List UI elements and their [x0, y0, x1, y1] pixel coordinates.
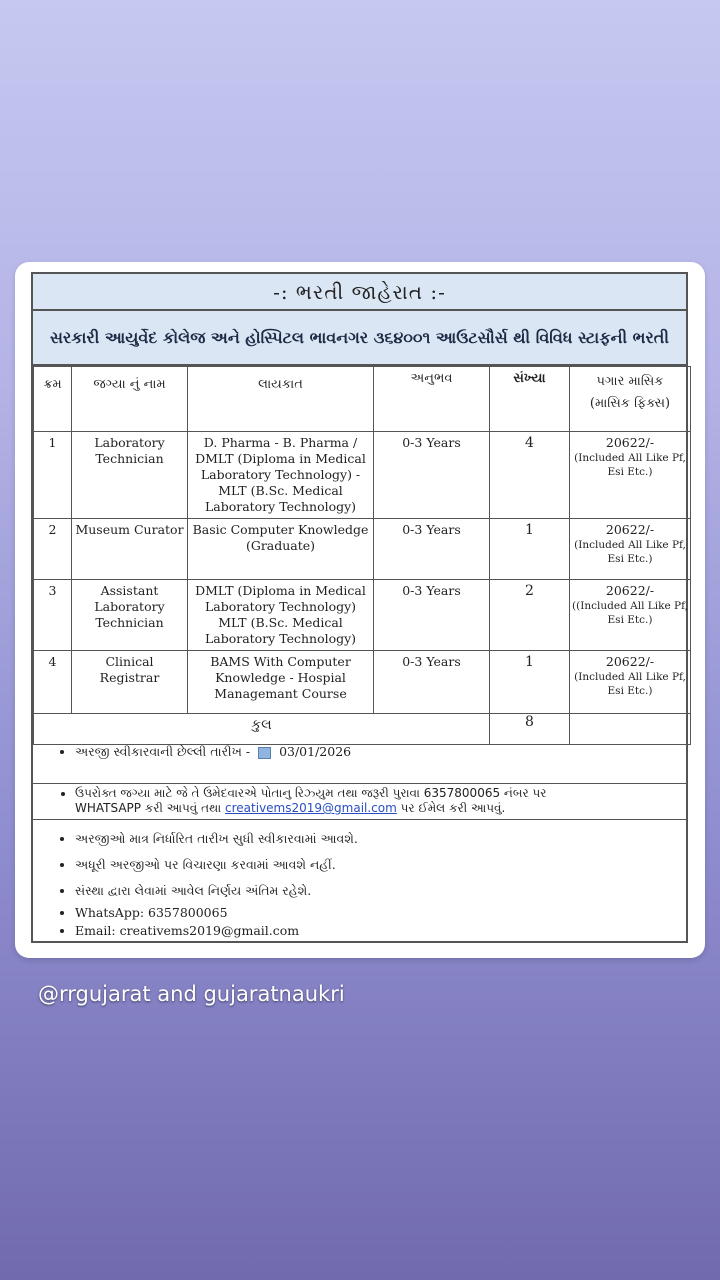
deadline-label: અરજી સ્વીકારવાની છેલ્લી તારીખ - [75, 744, 251, 759]
header-sr: ક્રમ [34, 367, 72, 432]
deadline-date: 03/01/2026 [279, 744, 352, 759]
cell-qualification: DMLT (Diploma in Medical Laboratory Technology) MLT (B.Sc. Medical Laboratory Technology) [188, 580, 374, 651]
header-salary [570, 367, 691, 432]
cell-qualification: D. Pharma - B. Pharma / DMLT (Diploma in Medical Laboratory Technology) - MLT (B.Sc. Medical Laboratory Technology) [188, 432, 374, 519]
cell-salary [570, 519, 691, 580]
header-count: સંખ્યા [490, 367, 570, 432]
notice-card [15, 262, 705, 958]
apply-line2-a: WHATSAPP કરી આપવું તથા [75, 801, 222, 815]
cell-experience: 0-3 Years [374, 432, 490, 519]
notice-title: -: ભરતી જાહેરાત :- [33, 274, 686, 311]
calendar-icon [258, 747, 271, 759]
table-row [34, 580, 691, 651]
note-item: • WhatsApp: 6357800065 [75, 904, 676, 922]
deadline-item [75, 744, 676, 760]
note-item: • સંસ્થા દ્વારા લેવામાં આવેલ નિર્ણય અંતિમ રહેશે. [75, 878, 676, 904]
table-row [34, 432, 691, 519]
footer-tag: @rrgujarat and gujaratnaukri [38, 982, 345, 1006]
cell-experience: 0-3 Years [374, 580, 490, 651]
salary-amount: 20622/- [605, 654, 655, 669]
cell-post: Assistant Laboratory Technician [72, 580, 188, 651]
cell-post: Laboratory Technician [72, 432, 188, 519]
cell-qualification: BAMS With Computer Knowledge - Hospial Managemant Course [188, 651, 374, 714]
cell-salary [570, 432, 691, 519]
apply-line2-b: પર ઈમેલ કરી આપવું. [400, 801, 506, 815]
header-qualification: લાયકાત [188, 367, 374, 432]
cell-experience: 0-3 Years [374, 651, 490, 714]
header-salary-line2: (માસિક ફિક્સ) [589, 396, 671, 411]
salary-note: ((Included All Like Pf, Esi Etc.) [572, 600, 688, 626]
apply-email-link[interactable]: creativems2019@gmail.com [225, 801, 397, 815]
cell-sr: 4 [34, 651, 72, 714]
recruitment-document [31, 272, 688, 943]
salary-amount: 20622/- [605, 522, 655, 537]
cell-salary [570, 580, 691, 651]
cell-sr: 1 [34, 432, 72, 519]
table-header-row [34, 367, 691, 432]
cell-sr: 2 [34, 519, 72, 580]
cell-qualification: Basic Computer Knowledge (Graduate) [188, 519, 374, 580]
salary-note: (Included All Like Pf, Esi Etc.) [574, 452, 686, 478]
deadline-section [33, 740, 686, 784]
notes-section [33, 820, 686, 943]
salary-amount: 20622/- [605, 583, 655, 598]
cell-post: Clinical Registrar [72, 651, 188, 714]
apply-item [75, 786, 676, 816]
total-label: કુલ [34, 714, 490, 745]
salary-note: (Included All Like Pf, Esi Etc.) [574, 539, 686, 565]
note-item: • અરજીઓ માત્ર નિર્ધારિત તારીખ સુધી સ્વીકારવામાં આવશે. [75, 826, 676, 852]
cell-count: 1 [490, 651, 570, 714]
table-row [34, 651, 691, 714]
cell-count: 1 [490, 519, 570, 580]
table-row [34, 519, 691, 580]
salary-amount: 20622/- [605, 435, 655, 450]
apply-section [33, 784, 686, 820]
notice-subtitle: સરકારી આયુર્વેદ કોલેજ અને હોસ્પિટલ ભાવનગર ૩૬૪૦૦૧ આઉટસૌર્સ થી વિવિધ સ્ટાફની ભરતી [33, 311, 686, 366]
cell-experience: 0-3 Years [374, 519, 490, 580]
cell-sr: 3 [34, 580, 72, 651]
cell-count: 4 [490, 432, 570, 519]
header-post: જગ્યા નું નામ [72, 367, 188, 432]
salary-note: (Included All Like Pf, Esi Etc.) [574, 671, 686, 697]
cell-post: Museum Curator [72, 519, 188, 580]
cell-count: 2 [490, 580, 570, 651]
header-experience: અનુભવ [374, 367, 490, 432]
cell-salary [570, 651, 691, 714]
note-item: • અધૂરી અરજીઓ પર વિચારણા કરવામાં આવશે નહીં. [75, 852, 676, 878]
vacancy-table [33, 366, 691, 745]
total-count: 8 [490, 714, 570, 745]
note-item: • Email: creativems2019@gmail.com [75, 922, 676, 940]
header-salary-line1: પગાર માસિક [596, 374, 664, 389]
apply-line1: ઉપરોક્ત જગ્યા માટે જે તે ઉમેદવારએ પોતાનુ રિઝ્યુમ તથા જરૂરી પુરાવા 6357800065 નંબર પર [75, 786, 547, 800]
